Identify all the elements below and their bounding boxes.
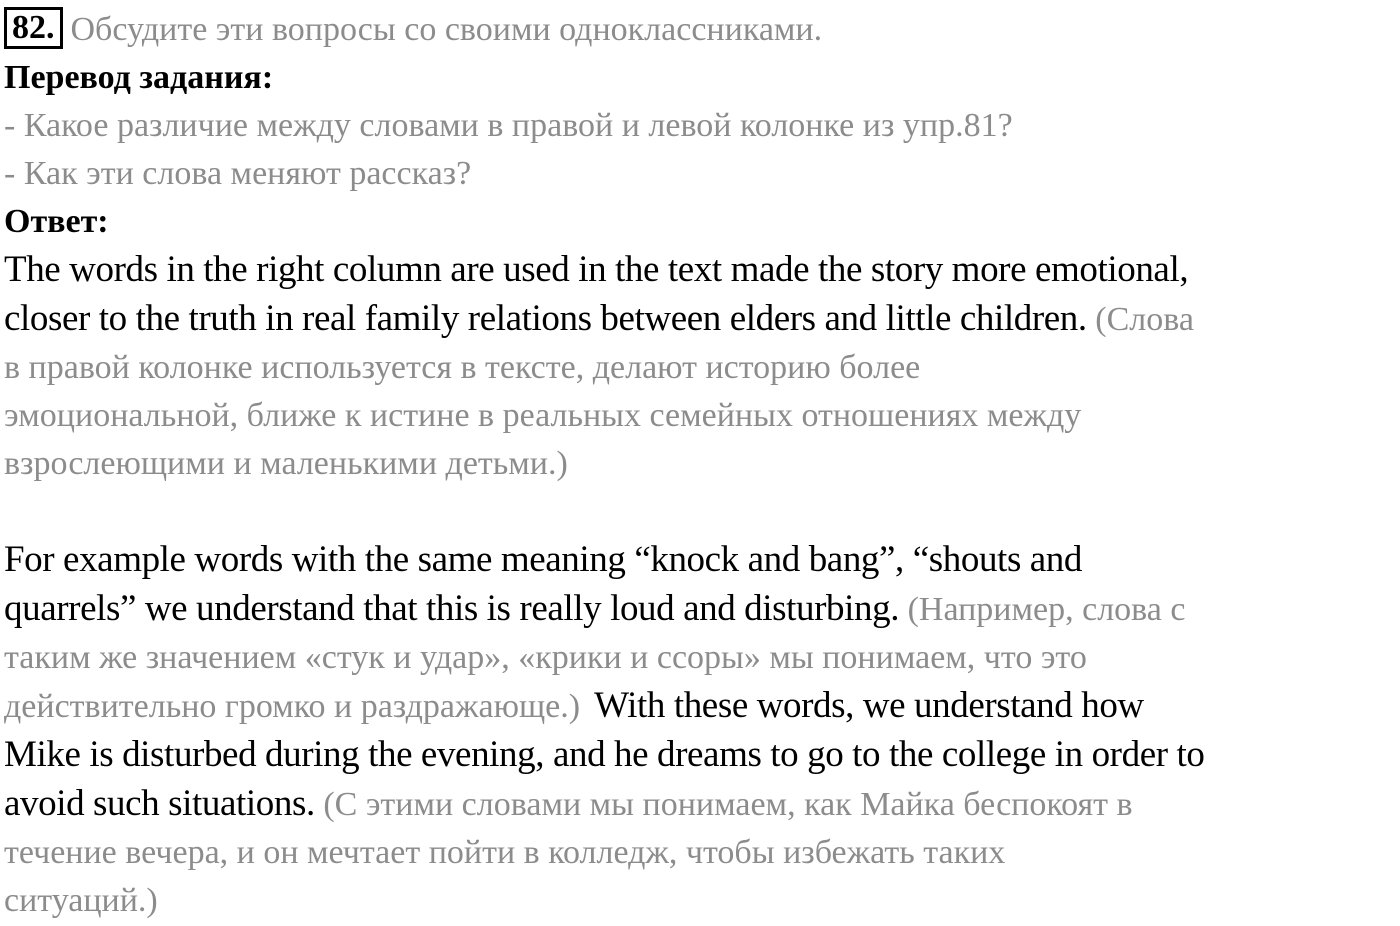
exercise-instruction: Обсудите эти вопросы со своими одноклассниками. xyxy=(70,11,823,48)
answer-p2-ru-5: течение вечера, и он мечтает пойти в колледж, чтобы избежать таких xyxy=(4,834,1006,871)
answer-p1-ru-4: взрослеющими и маленькими детьми.) xyxy=(4,445,568,482)
answer-p1-line-2 xyxy=(4,295,1396,344)
answer-p1-en-1: The words in the right column are used in the text made the story more emotional, xyxy=(4,249,1189,290)
answer-p1-ru-3: эмоциональной, ближе к истине в реальных семейных отношениях между xyxy=(4,397,1082,434)
answer-p2-ru-3: действительно громко и раздражающе.) xyxy=(4,688,581,725)
exercise-page xyxy=(4,6,1396,925)
answer-p1-ru-2: в правой колонке используется в тексте, делают историю более xyxy=(4,349,921,386)
answer-p2-en-3: With these words, we understand how xyxy=(594,685,1144,726)
answer-p2-line-5 xyxy=(4,731,1396,780)
answer-p2-en-5: avoid such situations. xyxy=(4,783,315,824)
answer-p2-line-2 xyxy=(4,585,1396,634)
answer-p2-ru-4: (С этими словами мы понимаем, как Майка беспокоят в xyxy=(323,786,1133,823)
answer-p2-ru-1: (Например, слова с xyxy=(907,591,1186,628)
exercise-header xyxy=(4,6,1396,54)
paragraph-gap xyxy=(4,488,1396,536)
answer-p2-en-1: For example words with the same meaning “knock and bang”, “shouts and xyxy=(4,539,1083,580)
translation-question-1: - Какое различие между словами в правой и левой колонке из упр.81? xyxy=(4,107,1013,144)
translation-heading: Перевод задания: xyxy=(4,59,274,96)
translation-question-2: - Как эти слова меняют рассказ? xyxy=(4,155,472,192)
answer-p2-ru-6: ситуаций.) xyxy=(4,882,158,919)
answer-heading: Ответ: xyxy=(4,203,109,240)
answer-p2-line-4 xyxy=(4,682,1396,731)
answer-p1-ru-1: (Слова xyxy=(1095,301,1194,338)
answer-p1-line-1 xyxy=(4,246,1396,295)
answer-p2-en-4: Mike is disturbed during the evening, and he dreams to go to the college in order to xyxy=(4,734,1205,775)
answer-p2-line-1 xyxy=(4,536,1396,585)
exercise-number: 82. xyxy=(4,7,63,49)
answer-p1-en-2: closer to the truth in real family relations between elders and little children. xyxy=(4,298,1087,339)
answer-p2-line-6 xyxy=(4,780,1396,829)
answer-p2-ru-2: таким же значением «стук и удар», «крики и ссоры» мы понимаем, что это xyxy=(4,639,1087,676)
answer-p2-en-2: quarrels” we understand that this is really loud and disturbing. xyxy=(4,588,900,629)
